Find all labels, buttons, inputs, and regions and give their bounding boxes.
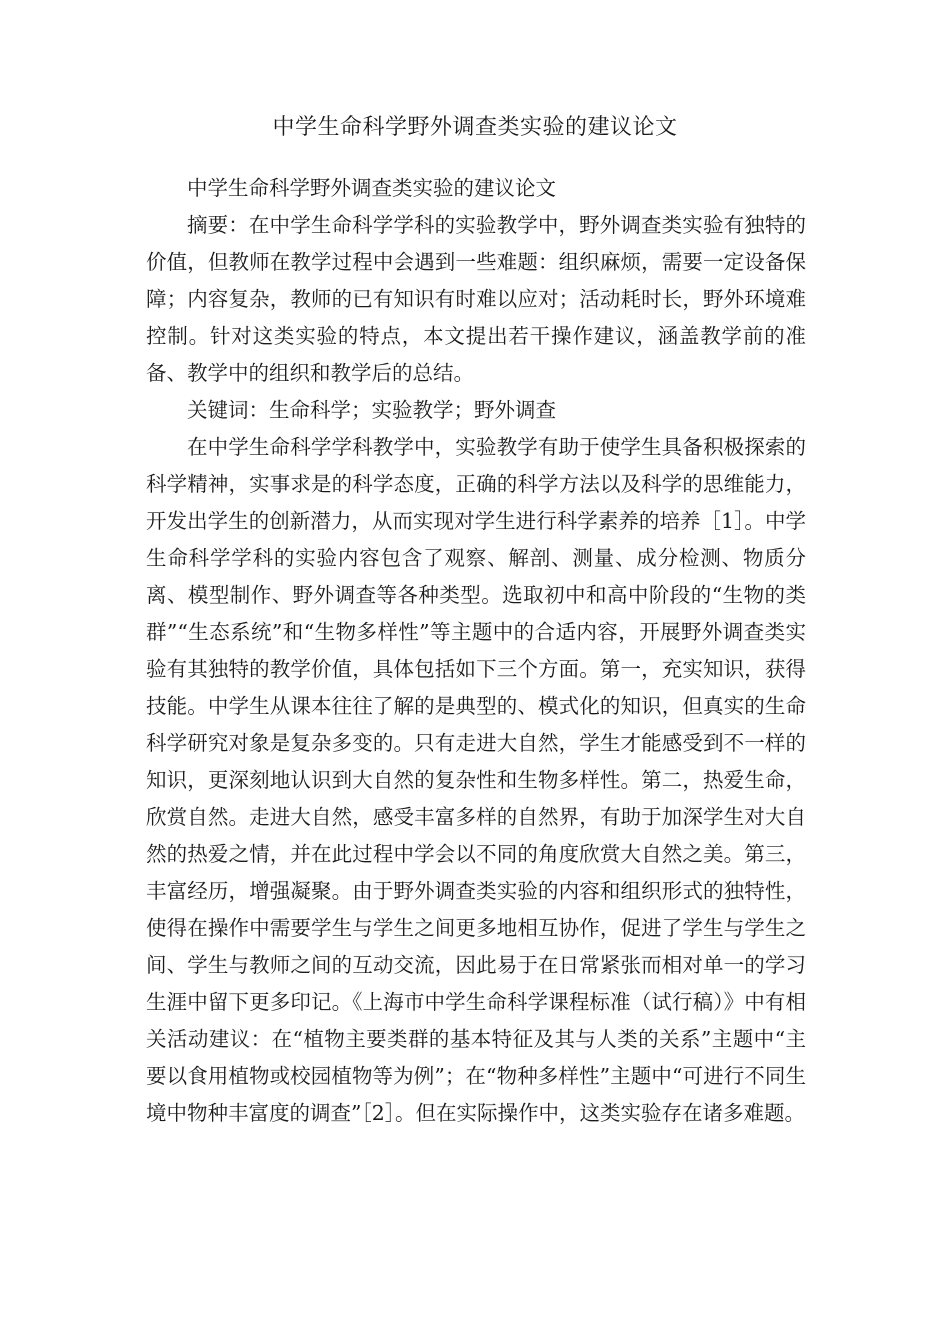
body-paragraph: 在中学生命科学学科教学中，实验教学有助于使学生具备积极探索的科学精神，实事求是的科学态度，正确的科学方法以及科学的思维能力，开发出学生的创新潜力，从而实现对学生进行科学素养的培养［1］。中学生命科学学科的实验内容包含了观察、解剖、测量、成分检测、物质分离、模型制作、野外调查等各种类型。选取初中和高中阶段的“生物的类群”“生态系统”和“生物多样性”等主题中的合适内容，开展野外调查类实验有其独特的教学价值，具体包括如下三个方面。第一，充实知识，获得技能。中学生从课本往往了解的是典型的、模式化的知识，但真实的生命科学研究对象是复杂多变的。只有走进大自然，学生才能感受到不一样的知识，更深刻地认识到大自然的复杂性和生物多样性。第二，热爱生命，欣赏自然。走进大自然，感受丰富多样的自然界，有助于加深学生对大自然的热爱之情，并在此过程中学会以不同的角度欣赏大自然之美。第三，丰富经历，增强凝聚。由于野外调查类实验的内容和组织形式的独特性，使得在操作中需要学生与学生之间更多地相互协作，促进了学生与学生之间、学生与教师之间的互动交流，因此易于在日常紧张而相对单一的学习生涯中留下更多印记。《上海市中学生命科学课程标准（试行稿）》中有相关活动建议：在“植物主要类群的基本特征及其与人类的关系”主题中“主要以食用植物或校园植物等为例”；在“物种多样性”主题中“可进行不同生境中物种丰富度的调查”［2］。但在实际操作中，这类实验存在诸多难题。: [146, 435, 806, 1125]
paper-heading-paragraph: 中学生命科学野外调查类实验的建议论文: [187, 176, 556, 200]
document-body: [146, 170, 806, 1132]
document-title: 中学生命科学野外调查类实验的建议论文: [272, 115, 678, 140]
abstract-paragraph: 摘要：在中学生命科学学科的实验教学中，野外调查类实验有独特的价值，但教师在教学过程中会遇到一些难题：组织麻烦，需要一定设备保障；内容复杂，教师的已有知识有时难以应对；活动耗时长，野外环境难控制。针对这类实验的特点，本文提出若干操作建议，涵盖教学前的准备、教学中的组织和教学后的总结。: [146, 213, 806, 385]
keywords-paragraph: 关键词：生命科学；实验教学；野外调查: [187, 398, 556, 422]
